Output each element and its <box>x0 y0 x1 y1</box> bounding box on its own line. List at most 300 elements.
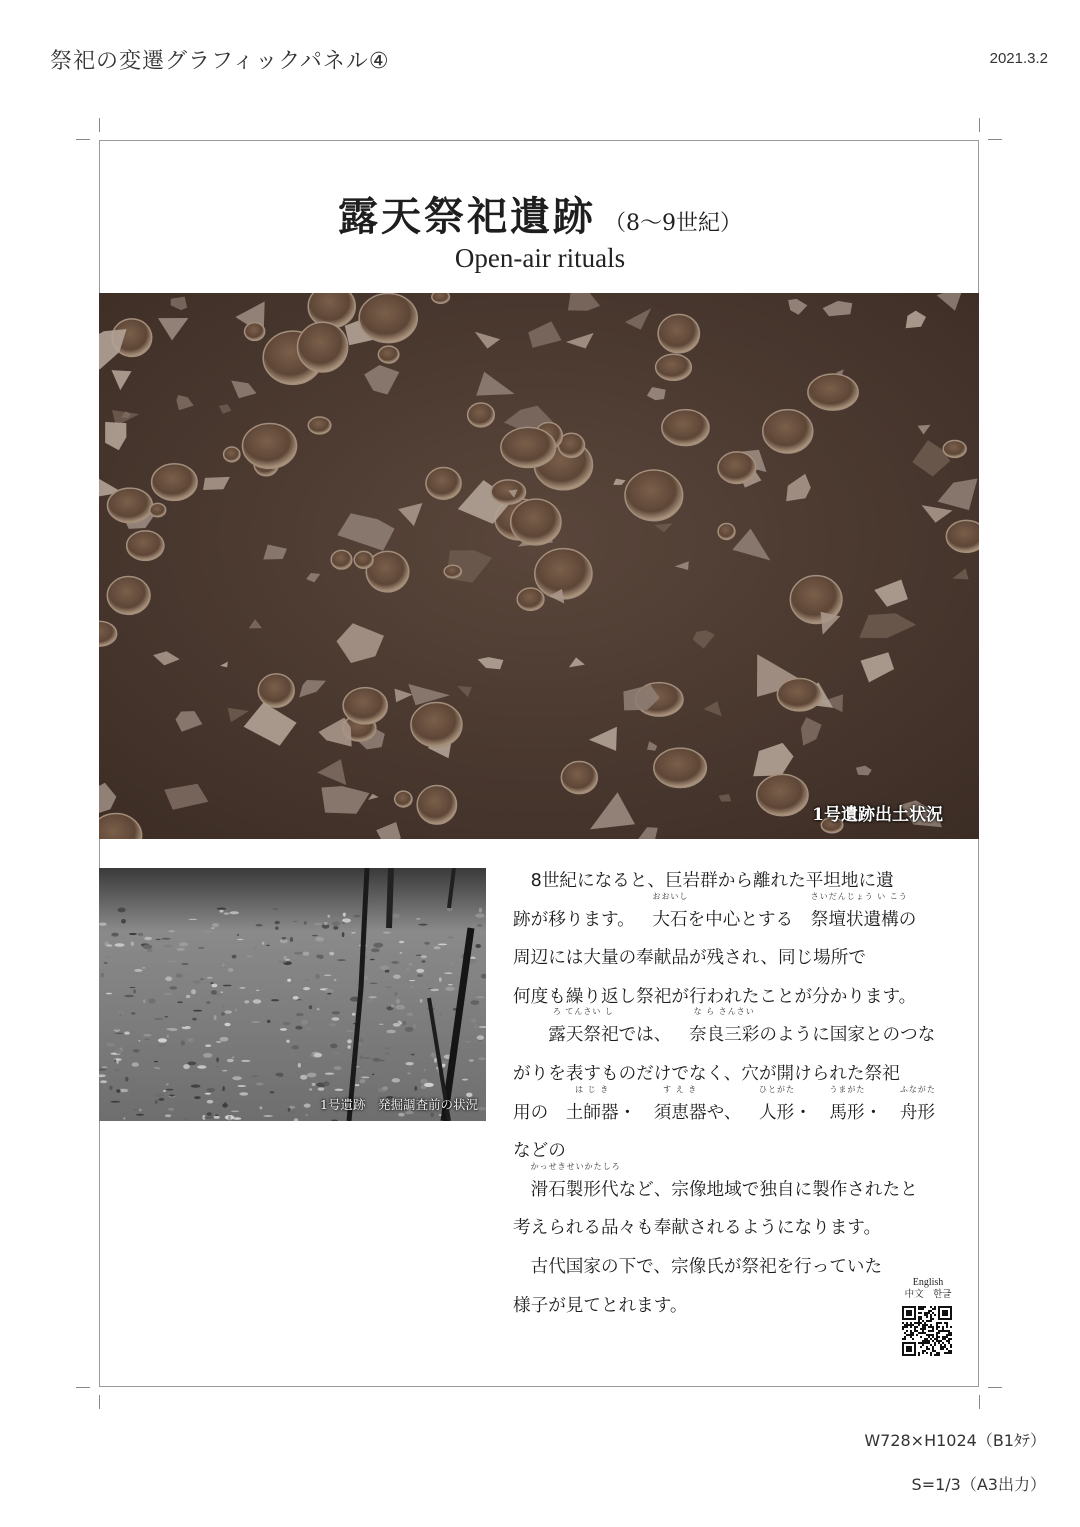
qr-module <box>938 1322 940 1324</box>
qr-module <box>918 1320 920 1322</box>
leaf-litter <box>343 1053 348 1057</box>
qr-module <box>946 1330 948 1332</box>
leaf-litter <box>165 976 172 981</box>
qr-module <box>938 1330 940 1332</box>
leaf-litter <box>205 1093 211 1095</box>
qr-module <box>926 1340 928 1342</box>
leaf-litter <box>342 918 351 922</box>
ruby-text: ふながた <box>899 1084 936 1094</box>
leaf-litter <box>244 1000 249 1003</box>
text-line: 古代国家の下で、宗像氏が祭祀を行っていた <box>530 1256 883 1277</box>
leaf-litter <box>332 1011 340 1014</box>
qr-module <box>928 1320 930 1322</box>
qr-module <box>946 1326 948 1328</box>
leaf-litter <box>158 1038 167 1042</box>
leaf-litter <box>124 1032 130 1035</box>
qr-module <box>932 1318 934 1320</box>
excavation-photo <box>99 293 979 839</box>
leaf-litter <box>181 1041 185 1046</box>
qr-module <box>936 1326 938 1328</box>
leaf-litter <box>154 1018 163 1020</box>
leaf-litter <box>463 1041 472 1042</box>
leaf-litter <box>324 922 328 925</box>
ruby-base: 大石 <box>652 909 688 930</box>
qr-module <box>920 1316 922 1318</box>
leaf-litter <box>114 1059 116 1062</box>
leaf-litter <box>267 945 270 946</box>
qr-module <box>908 1334 910 1336</box>
leaf-litter <box>251 1076 259 1077</box>
qr-module <box>950 1332 952 1334</box>
qr-module <box>926 1316 928 1318</box>
text-line: がりを表すものだけでなく、穴が開けられた祭祀 <box>513 1063 900 1084</box>
qr-module <box>928 1336 930 1338</box>
leaf-litter <box>164 1016 168 1017</box>
qr-module <box>922 1320 924 1322</box>
qr-module <box>918 1332 920 1334</box>
qr-module <box>948 1340 950 1342</box>
qr-module <box>944 1344 946 1346</box>
leaf-litter <box>186 995 190 998</box>
leaf-litter <box>334 1066 342 1070</box>
leaf-litter <box>192 1018 196 1021</box>
pottery-sherd <box>808 374 858 410</box>
leaf-litter <box>164 944 173 947</box>
title-era: （8〜9世紀） <box>604 211 742 236</box>
leaf-litter <box>154 1093 164 1097</box>
pottery-sherd <box>258 674 294 707</box>
qr-module <box>944 1322 946 1324</box>
leaf-litter <box>416 955 422 956</box>
leaf-litter <box>216 993 223 995</box>
qr-module <box>904 1332 906 1334</box>
leaf-litter <box>312 1083 316 1086</box>
text-line: などの <box>513 1141 566 1162</box>
qr-module <box>912 1324 914 1326</box>
leaf-litter <box>474 1024 478 1029</box>
qr-module <box>922 1350 924 1352</box>
leaf-litter <box>237 1085 246 1087</box>
qr-module <box>942 1328 944 1330</box>
leaf-litter <box>215 1115 219 1117</box>
ruby <box>513 1161 621 1210</box>
leaf-litter <box>384 1047 390 1049</box>
leaf-litter <box>382 1086 388 1090</box>
qr-module <box>926 1314 928 1316</box>
qr-module <box>922 1328 924 1330</box>
text-line: など、宗像地域で独自に製作されたと <box>618 1179 918 1200</box>
leaf-litter <box>417 974 423 977</box>
leaf-litter <box>256 990 259 991</box>
qr-module <box>944 1330 946 1332</box>
qr-module <box>950 1338 952 1340</box>
qr-module <box>936 1332 938 1334</box>
qr-module <box>924 1324 926 1326</box>
qr-module <box>928 1310 930 1312</box>
leaf-litter <box>138 1040 140 1041</box>
qr-module <box>938 1354 940 1356</box>
leaf-litter <box>325 996 328 1000</box>
qr-module <box>950 1350 952 1352</box>
qr-module <box>920 1322 922 1324</box>
leaf-litter <box>431 1113 434 1117</box>
text-line: 8世紀になると、巨岩群から離れた平坦地に遺 <box>530 871 894 891</box>
qr-module <box>922 1308 924 1310</box>
leaf-litter <box>283 1022 290 1025</box>
qr-module <box>946 1352 948 1354</box>
leaf-litter <box>106 956 110 958</box>
ruby-base: 人形 <box>759 1102 795 1123</box>
ruby <box>793 891 908 940</box>
ruby-base: 露天祭祀 <box>548 1025 619 1046</box>
leaf-litter <box>360 1055 363 1059</box>
qr-module <box>948 1332 950 1334</box>
leaf-litter <box>271 999 279 1001</box>
qr-module <box>944 1352 946 1354</box>
leaf-litter <box>400 952 403 953</box>
qr-module <box>930 1314 932 1316</box>
leaf-litter <box>298 1063 301 1068</box>
leaf-litter <box>166 1083 168 1085</box>
leaf-litter <box>148 999 155 1004</box>
ruby-text: ろ てんさい し <box>552 1007 614 1017</box>
qr-module <box>922 1330 924 1332</box>
leaf-litter <box>133 1049 140 1052</box>
qr-code-icon[interactable] <box>902 1306 952 1356</box>
qr-module <box>922 1344 924 1346</box>
qr-module <box>930 1338 932 1340</box>
qr-module <box>924 1350 926 1352</box>
ruby <box>548 1084 619 1133</box>
leaf-litter <box>332 921 341 926</box>
leaf-litter <box>372 1074 374 1075</box>
ruby-text: おおいし <box>652 891 689 901</box>
leaf-litter <box>362 1057 372 1059</box>
qr-module <box>918 1354 920 1356</box>
leaf-litter <box>223 985 232 987</box>
qr-module <box>934 1354 936 1356</box>
leaf-litter <box>169 986 177 989</box>
leaf-litter <box>416 918 420 920</box>
leaf-litter <box>206 1002 210 1004</box>
leaf-litter <box>115 1049 121 1054</box>
text-line: 何度も繰り返し祭祀が行われたことが分かります。 <box>513 986 917 1007</box>
leaf-litter <box>450 962 454 966</box>
crop-mark <box>979 1395 980 1409</box>
leaf-litter <box>314 1053 322 1058</box>
pottery-sherd <box>343 688 387 724</box>
leaf-litter <box>216 1041 222 1043</box>
ruby <box>671 1007 760 1055</box>
leaf-litter <box>106 1043 115 1047</box>
leaf-litter <box>220 992 223 993</box>
leaf-litter <box>304 921 307 925</box>
qr-module <box>932 1350 934 1352</box>
leaf-litter <box>220 1037 229 1042</box>
qr-module <box>942 1330 944 1332</box>
leaf-litter <box>348 1026 352 1029</box>
leaf-litter <box>430 989 439 992</box>
qr-module <box>926 1346 928 1348</box>
leaf-litter <box>191 1085 201 1088</box>
body-text <box>513 862 945 1325</box>
leaf-litter <box>304 979 309 981</box>
leaf-litter <box>470 1000 479 1005</box>
qr-module <box>946 1334 948 1336</box>
leaf-litter <box>207 1112 212 1116</box>
leaf-litter <box>373 1058 381 1062</box>
leaf-litter <box>415 1086 418 1091</box>
qr-module <box>912 1338 914 1340</box>
leaf-litter <box>129 987 136 988</box>
qr-module <box>906 1334 908 1336</box>
qr-module <box>930 1306 932 1308</box>
leaf-litter <box>136 1114 144 1116</box>
leaf-litter <box>416 969 424 973</box>
qr-module <box>910 1322 912 1324</box>
qr-module <box>936 1322 938 1324</box>
crop-mark <box>99 1395 100 1409</box>
pottery-sherd <box>432 293 450 303</box>
pottery-sherd <box>501 427 556 467</box>
leaf-litter <box>203 930 212 933</box>
text-line: 様子が見てとれます。 <box>513 1295 688 1316</box>
leaf-litter <box>194 1096 201 1099</box>
leaf-litter <box>212 923 219 927</box>
lang-chinese-korean[interactable]: 中文 한글 <box>904 1290 952 1300</box>
leaf-litter <box>106 993 112 995</box>
qr-module <box>920 1336 922 1338</box>
qr-module <box>926 1348 928 1350</box>
qr-module <box>938 1336 940 1338</box>
qr-module <box>928 1340 930 1342</box>
leaf-litter <box>101 973 104 978</box>
qr-module <box>920 1332 922 1334</box>
qr-module <box>930 1330 932 1332</box>
qr-module <box>936 1328 938 1330</box>
pottery-sherd <box>491 480 525 504</box>
leaf-litter <box>133 1109 137 1111</box>
leaf-litter <box>232 1076 241 1080</box>
leaf-litter <box>314 923 322 926</box>
leaf-litter <box>253 999 261 1003</box>
qr-module <box>930 1334 932 1336</box>
leaf-litter <box>304 1104 311 1108</box>
leaf-litter <box>188 1038 194 1042</box>
qr-module <box>918 1316 920 1318</box>
qr-module <box>934 1338 936 1340</box>
qr-module <box>936 1340 938 1342</box>
qr-module <box>904 1338 906 1340</box>
leaf-litter <box>406 1062 414 1065</box>
leaf-litter <box>167 1035 169 1038</box>
qr-module <box>926 1352 928 1354</box>
qr-module <box>932 1330 934 1332</box>
leaf-litter <box>224 1010 232 1013</box>
qr-module <box>918 1324 920 1326</box>
leaf-litter <box>403 1021 406 1025</box>
text-line: 考えられる品々も奉献されるようになります。 <box>513 1218 882 1239</box>
leaf-litter <box>448 936 454 938</box>
qr-module <box>918 1318 920 1320</box>
leaf-litter <box>200 978 203 980</box>
leaf-litter <box>205 1044 211 1047</box>
leaf-litter <box>379 1024 384 1025</box>
leaf-litter <box>115 1033 124 1035</box>
qr-module <box>932 1312 934 1314</box>
leaf-litter <box>293 996 299 1000</box>
qr-module <box>918 1352 920 1354</box>
paragraph-2 <box>513 1007 945 1248</box>
leaf-litter <box>118 908 126 913</box>
leaf-litter <box>166 1089 174 1091</box>
leaf-litter <box>214 1116 220 1119</box>
leaf-litter <box>316 955 321 959</box>
leaf-litter <box>143 944 153 949</box>
leaf-litter <box>239 1092 248 1095</box>
leaf-litter <box>224 912 230 914</box>
leaf-litter <box>315 974 320 979</box>
leaf-litter <box>119 1014 122 1016</box>
leaf-litter <box>156 939 161 940</box>
leaf-litter <box>139 1109 141 1112</box>
leaf-litter <box>300 1075 307 1080</box>
leaf-litter <box>177 1062 182 1063</box>
leaf-litter <box>275 921 280 925</box>
text-line: の <box>898 909 917 930</box>
leaf-litter <box>104 962 108 963</box>
qr-module <box>904 1336 906 1338</box>
leaf-litter <box>330 1044 338 1049</box>
pottery-sherd <box>517 588 544 610</box>
leaf-litter <box>295 1026 302 1030</box>
leaf-litter <box>328 915 331 918</box>
leaf-litter <box>158 1098 164 1101</box>
qr-module <box>934 1344 936 1346</box>
leaf-litter <box>369 983 377 984</box>
leaf-litter <box>132 1062 139 1066</box>
qr-module <box>920 1346 922 1348</box>
leaf-litter <box>477 924 482 927</box>
qr-module <box>910 1332 912 1334</box>
title-en: Open-air rituals <box>454 243 626 273</box>
crop-mark <box>988 139 1002 140</box>
leaf-litter <box>175 974 182 978</box>
qr-module <box>940 1346 942 1348</box>
leaf-litter <box>222 1070 227 1071</box>
leaf-litter <box>478 1057 486 1060</box>
leaf-litter <box>368 996 376 998</box>
ruby-base: 須恵器 <box>653 1102 707 1123</box>
leaf-litter <box>405 1027 414 1032</box>
pottery-sherd <box>224 447 240 462</box>
qr-module <box>950 1344 952 1346</box>
leaf-litter <box>337 959 346 961</box>
leaf-litter <box>318 1087 325 1090</box>
leaf-litter <box>293 921 298 922</box>
excavation-photo-art <box>99 293 979 839</box>
leaf-litter <box>462 1079 468 1081</box>
qr-module <box>930 1352 932 1354</box>
leaf-litter <box>438 944 447 946</box>
lang-english[interactable]: English <box>912 1277 944 1288</box>
qr-module <box>914 1326 916 1328</box>
leaf-litter <box>329 1023 337 1026</box>
leaf-litter <box>346 1030 354 1031</box>
pottery-sherd <box>943 440 966 457</box>
paragraph-3 <box>513 1248 945 1325</box>
leaf-litter <box>123 1117 125 1119</box>
leaf-litter <box>235 1008 237 1011</box>
leaf-litter <box>188 975 191 976</box>
leaf-litter <box>364 976 369 981</box>
leaf-litter <box>222 1086 224 1091</box>
pottery-sherd <box>150 503 166 516</box>
pottery-sherd <box>297 322 347 372</box>
qr-module <box>924 1314 926 1316</box>
leaf-litter <box>154 1061 158 1062</box>
leaf-litter <box>367 999 373 1003</box>
leaf-litter <box>281 1003 283 1005</box>
qr-module <box>910 1336 912 1338</box>
qr-module <box>926 1324 928 1326</box>
text-line: ・ <box>864 1102 883 1123</box>
pottery-sherd <box>658 314 699 353</box>
ruby <box>635 891 689 940</box>
leaf-litter <box>393 1023 401 1027</box>
leaf-litter <box>352 1013 355 1016</box>
qr-module <box>908 1324 910 1326</box>
ruby <box>741 1084 796 1133</box>
leaf-litter <box>193 1010 202 1012</box>
leaf-litter <box>420 999 423 1003</box>
leaf-litter <box>317 1008 320 1010</box>
qr-module <box>948 1350 950 1352</box>
leaf-litter <box>207 1100 214 1104</box>
leaf-litter <box>102 1066 108 1068</box>
leaf-litter <box>198 947 205 948</box>
leaf-litter <box>354 913 359 914</box>
qr-module <box>932 1348 934 1350</box>
qr-module <box>940 1340 942 1342</box>
leaf-litter <box>183 1064 190 1069</box>
leaf-litter <box>197 1065 206 1069</box>
pottery-sherd <box>718 452 756 484</box>
leaf-litter <box>110 1101 120 1103</box>
qr-module <box>910 1326 912 1328</box>
leaf-litter <box>476 996 484 998</box>
qr-module <box>948 1342 950 1344</box>
qr-module <box>920 1306 922 1308</box>
qr-module <box>910 1330 912 1332</box>
pottery-sherd <box>625 470 683 521</box>
leaf-litter <box>216 1066 219 1068</box>
leaf-litter <box>161 938 170 940</box>
qr-module <box>928 1312 930 1314</box>
leaf-litter <box>116 1089 120 1092</box>
qr-module <box>924 1338 926 1340</box>
leaf-litter <box>168 960 177 962</box>
leaf-litter <box>424 1083 434 1087</box>
qr-module <box>920 1312 922 1314</box>
qr-module <box>950 1352 952 1354</box>
leaf-litter <box>296 1013 304 1016</box>
qr-module <box>916 1330 918 1332</box>
qr-module <box>924 1332 926 1334</box>
leaf-litter <box>232 1057 235 1059</box>
qr-module <box>932 1336 934 1338</box>
leaf-litter <box>327 993 331 995</box>
